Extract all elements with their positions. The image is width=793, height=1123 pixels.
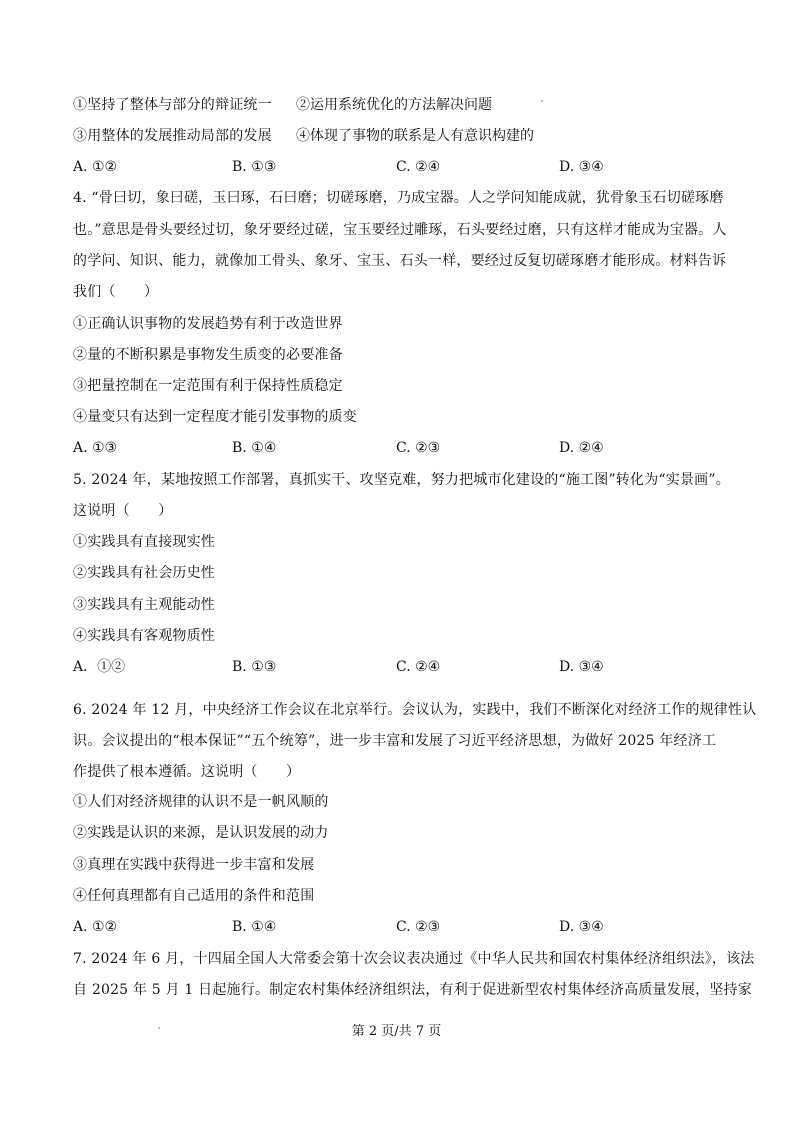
q6-statement-3: ③真理在实践中获得进一步丰富和发展 (73, 857, 315, 873)
q5-option-d: D. ③④ (559, 659, 604, 675)
q6-statement-1: ①人们对经济规律的认识不是一帆风顺的 (73, 794, 329, 810)
q4-statement-3: ③把量控制在一定范围有利于保持性质稳定 (73, 378, 343, 394)
q7-stem-line-2: 自 2025 年 5 月 1 日起施行。制定农村集体经济组织法，有利于促进新型农村集体经济高质量发展，坚持家 (73, 982, 752, 998)
q5-statement-3: ③实践具有主观能动性 (73, 597, 215, 613)
q5-option-b: B. ①③ (232, 659, 277, 675)
q4-stem-line-4: 我们（ ） (73, 284, 159, 300)
q4-option-b: B. ①④ (232, 440, 277, 456)
q5-stem-line-2: 这说明（ ） (73, 503, 173, 519)
q5-option-c: C. ②④ (396, 659, 441, 675)
q4-option-a: A. ①③ (73, 440, 118, 456)
q3-option-c: C. ②④ (396, 159, 441, 175)
q4-stem-line-2: 也。”意思是骨头要经过切，象牙要经过磋，宝玉要经过雕琢，石头要经过磨，只有这样才能成为宝器。人 (73, 222, 727, 238)
q4-statement-2: ②量的不断积累是事物发生质变的必要准备 (73, 347, 343, 363)
q3-statement-1: ①坚持了整体与部分的辩证统一 (73, 97, 272, 113)
page-number-footer: 第 2 页/共 7 页 (351, 1024, 442, 1039)
q5-option-a: A．①② (73, 659, 126, 675)
q4-stem-line-3: 的学问、知识、能力，就像加工骨头、象牙、宝玉、石头一样，要经过反复切磋琢磨才能形成。材料告诉 (73, 253, 727, 269)
q3-option-a: A. ①② (73, 159, 118, 175)
q6-option-a: A. ①② (73, 919, 118, 935)
q5-statement-4: ④实践具有客观物质性 (73, 628, 215, 644)
q6-stem-line-3: 作提供了根本遵循。这说明（ ） (73, 764, 301, 780)
q6-statement-2: ②实践是认识的来源，是认识发展的动力 (73, 825, 329, 841)
q3-statement-3: ③用整体的发展推动局部的发展 (73, 128, 272, 144)
q6-option-c: C. ②③ (396, 919, 441, 935)
q7-stem-line-1: 7. 2024 年 6 月，十四届全国人大常委会第十次会议表决通过《中华人民共和国农村集体经济组织法》，该法 (73, 951, 755, 967)
q6-option-d: D. ③④ (559, 919, 604, 935)
q4-option-c: C. ②③ (396, 440, 441, 456)
q5-statement-2: ②实践具有社会历史性 (73, 565, 215, 581)
q4-statement-4: ④量变只有达到一定程度才能引发事物的质变 (73, 409, 357, 425)
scan-speck (541, 100, 543, 102)
q4-stem-line-1: 4. “骨曰切，象曰磋，玉曰琢，石曰磨；切磋琢磨，乃成宝器。人之学问知能成就，犹骨象玉石切磋琢磨 (73, 190, 724, 206)
q6-statement-4: ④任何真理都有自己适用的条件和范围 (73, 888, 315, 904)
q5-statement-1: ①实践具有直接现实性 (73, 534, 215, 550)
q3-option-b: B. ①③ (232, 159, 277, 175)
q5-stem-line-1: 5. 2024 年，某地按照工作部署，真抓实干、攻坚克难，努力把城市化建设的“施工图”转化为“实景画”。 (73, 472, 730, 488)
q3-option-d: D. ③④ (559, 159, 604, 175)
q6-stem-line-1: 6. 2024 年 12 月，中央经济工作会议在北京举行。会议认为，实践中，我们不断深化对经济工作的规律性认 (73, 702, 757, 718)
q4-option-d: D. ②④ (559, 440, 604, 456)
q6-stem-line-2: 识。会议提出的“根本保证”“五个统筹”，进一步丰富和发展了习近平经济思想，为做好 2025 年经济工 (73, 733, 717, 749)
q3-statement-2: ②运用系统优化的方法解决问题 (296, 97, 492, 113)
q4-statement-1: ①正确认识事物的发展趋势有利于改造世界 (73, 316, 343, 332)
scan-speck (158, 1027, 160, 1029)
q3-statement-4: ④体现了事物的联系是人有意识构建的 (296, 128, 534, 144)
q6-option-b: B. ①④ (232, 919, 277, 935)
